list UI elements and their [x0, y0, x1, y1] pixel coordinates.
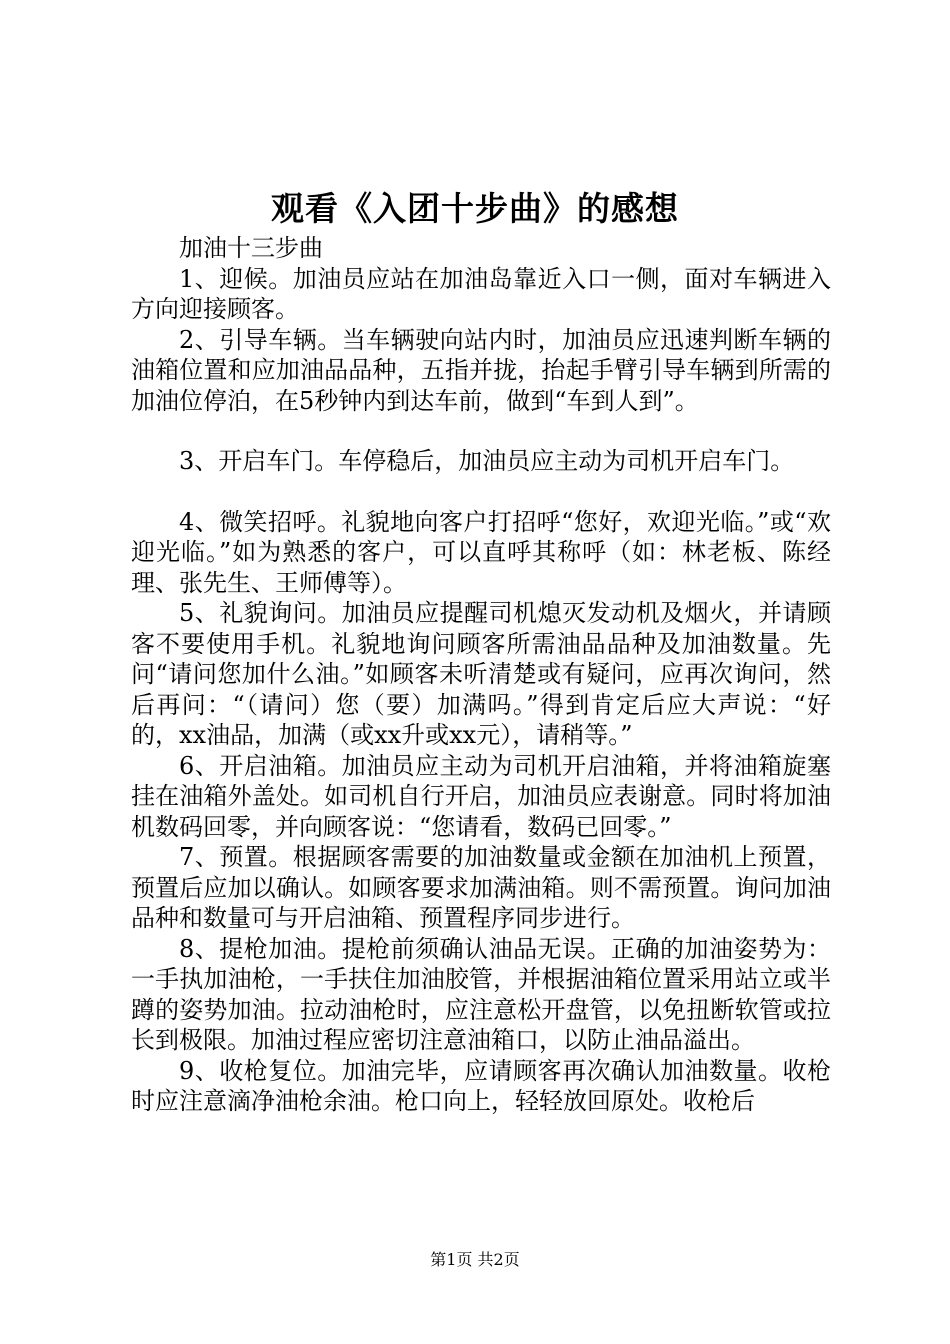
- paragraph-step-1: 1、迎候。加油员应站在加油岛靠近入口一侧，面对车辆进入方向迎接顾客。: [131, 264, 831, 323]
- paragraph-step-7: 7、预置。根据顾客需要的加油数量或金额在加油机上预置，预置后应加以确认。如顾客要求加满油箱。则不需预置。询问加油品种和数量可与开启油箱、预置程序同步进行。: [131, 843, 831, 932]
- paragraph-step-5: 5、礼貌询问。加油员应提醒司机熄灭发动机及烟火，并请顾客不要使用手机。礼貌地询问顾客所需油品品种及加油数量。先问“请问您加什么油。”如顾客未听清楚或有疑问，应再次询问，然后再问：“（请问）您（要）加满吗。”得到肯定后应大声说：“好的，xx油品，加满（或xx升或xx元），请稍等。”: [131, 599, 831, 749]
- paragraph-step-2: 2、引导车辆。当车辆驶向站内时，加油员应迅速判断车辆的油箱位置和应加油品品种，五指并拢，抬起手臂引导车辆到所需的加油位停泊，在5秒钟内到达车前，做到“车到人到”。: [131, 325, 831, 415]
- paragraph-step-9: 9、收枪复位。加油完毕，应请顾客再次确认加油数量。收枪时应注意滴净油枪余油。枪口向上，轻轻放回原处。收枪后: [131, 1056, 831, 1115]
- paragraph-step-4: 4、微笑招呼。礼貌地向客户打招呼“您好，欢迎光临。”或“欢迎光临。”如为熟悉的客户，可以直呼其称呼（如：林老板、陈经理、张先生、王师傅等）。: [131, 507, 831, 597]
- paragraph-step-3: 3、开启车门。车停稳后，加油员应主动为司机开启车门。: [179, 447, 795, 475]
- document-body: [131, 233, 831, 1117]
- paragraph-step-8: 8、提枪加油。提枪前须确认油品无误。正确的加油姿势为：一手执加油枪，一手扶住加油胶管，并根据油箱位置采用站立或半蹲的姿势加油。拉动油枪时，应注意松开盘管，以免扭断软管或拉长到极限。加油过程应密切注意油箱口，以防止油品溢出。: [131, 934, 831, 1054]
- document-title: 观看《入团十步曲》的感想: [271, 189, 679, 228]
- paragraph-heading: 加油十三步曲: [179, 234, 323, 262]
- page-footer: 第1页 共2页: [430, 1250, 520, 1269]
- paragraph-step-6: 6、开启油箱。加油员应主动为司机开启油箱，并将油箱旋塞挂在油箱外盖处。如司机自行开启，加油员应表谢意。同时将加油机数码回零，并向顾客说：“您请看，数码已回零。”: [131, 751, 831, 841]
